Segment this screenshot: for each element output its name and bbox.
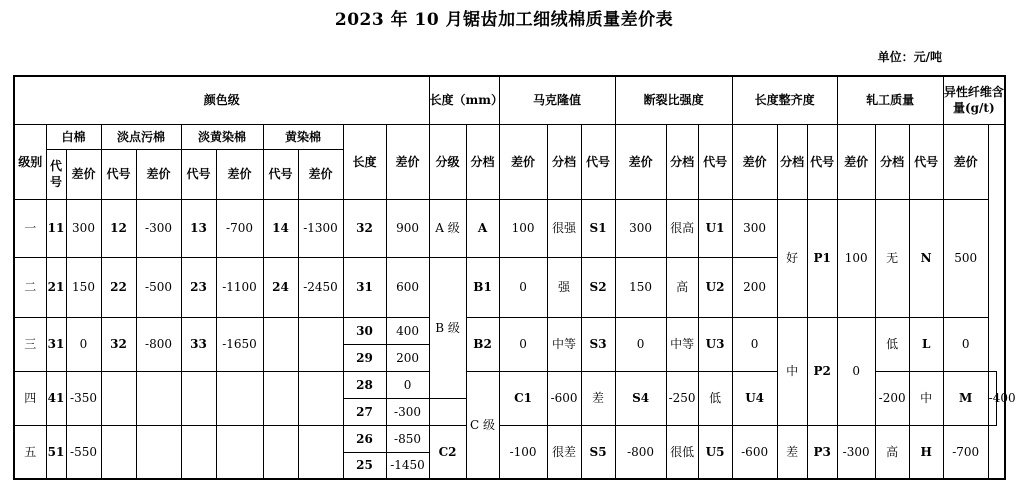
foreign-diff-cell: 0 [943, 317, 988, 371]
yellow-code-cell [263, 425, 298, 479]
white-code-header: 代号 [46, 149, 66, 199]
length-col-header: 长度 [343, 124, 386, 199]
ginning-code-cell: P2 [807, 317, 837, 425]
yellow-code-cell [263, 317, 298, 371]
length-diff-cell: 200 [386, 344, 429, 371]
white-code-cell: 41 [46, 371, 66, 425]
length-cell: 27 [343, 398, 386, 425]
light-spotted-code-cell [101, 371, 136, 425]
foreign-code-header: 代号 [909, 124, 943, 199]
white-diff-header: 差价 [66, 149, 101, 199]
table-row [14, 425, 1005, 452]
light-yellow-header: 淡黄染棉 [181, 124, 263, 149]
ginning-diff-cell: -300 [837, 425, 875, 479]
micronaire-diff-cell: -600 [547, 371, 581, 425]
foreign-code-cell: M [943, 371, 988, 425]
ginning-code-cell: P1 [807, 199, 837, 317]
micronaire-diff-cell: 0 [499, 317, 547, 371]
light-yellow-code-cell [181, 425, 216, 479]
uniformity-tier-cell: 很低 [666, 425, 698, 479]
uniformity-tier-cell: 很高 [666, 199, 698, 257]
strength-code-cell: S3 [581, 317, 615, 371]
length-cell: 29 [343, 344, 386, 371]
yellow-diff-cell: -1300 [298, 199, 343, 257]
grade-cell: 三 [14, 317, 46, 371]
uniformity-code-cell: U5 [698, 425, 732, 479]
uniformity-code-cell: U3 [698, 317, 732, 371]
uniformity-tier-cell: 高 [666, 257, 698, 317]
grade-cell: 二 [14, 257, 46, 317]
length-diff-cell: 900 [386, 199, 429, 257]
micronaire-diff-cell: 100 [499, 199, 547, 257]
ginning-diff-cell: 0 [837, 317, 875, 425]
light-spotted-code-cell [101, 425, 136, 479]
uniformity-code-cell: U2 [698, 257, 732, 317]
foreign-tier-cell: 低 [875, 317, 909, 371]
grade-cell: 五 [14, 425, 46, 479]
uniformity-tier-cell: 低 [698, 371, 732, 425]
yellow-header: 黄染棉 [263, 124, 343, 149]
length-diff-cell: 0 [386, 371, 429, 398]
ginning-tier-cell: 好 [777, 199, 807, 317]
ginning-tier-cell: 差 [777, 425, 807, 479]
ginning-tier-cell: 中 [777, 317, 807, 425]
light-yellow-diff-cell: -1650 [216, 317, 263, 371]
yellow-diff-cell [298, 425, 343, 479]
uniformity-diff-cell: 200 [732, 257, 777, 317]
foreign-code-cell: H [909, 425, 943, 479]
light-yellow-code-cell: 13 [181, 199, 216, 257]
foreign-diff-header: 差价 [943, 124, 988, 199]
price-difference-table [13, 75, 1016, 480]
strength-header: 断裂比强度 [615, 76, 732, 124]
strength-diff-header: 差价 [615, 124, 666, 199]
light-yellow-diff-cell: -700 [216, 199, 263, 257]
ginning-code-cell: P3 [807, 425, 837, 479]
white-code-cell: 21 [46, 257, 66, 317]
page-title: 2023 年 10 月锯齿加工细绒棉质量差价表 [334, 10, 674, 30]
strength-diff-cell: -800 [615, 425, 666, 479]
uniformity-tier-header: 分档 [666, 124, 698, 199]
length-cell: 31 [343, 257, 386, 317]
light-spotted-code-cell: 22 [101, 257, 136, 317]
strength-diff-cell: 0 [615, 317, 666, 371]
light-yellow-code-header: 代号 [181, 149, 216, 199]
uniformity-code-cell: U1 [698, 199, 732, 257]
yellow-diff-cell [298, 371, 343, 425]
light-spotted-diff-header: 差价 [136, 149, 181, 199]
uniformity-tier-cell: 中等 [666, 317, 698, 371]
micronaire-class-cell: C 级 [466, 371, 499, 479]
yellow-diff-cell: -2450 [298, 257, 343, 317]
foreign-diff-cell: -700 [943, 425, 988, 479]
light-yellow-diff-cell [216, 425, 263, 479]
length-diff-cell: 600 [386, 257, 429, 317]
white-header: 白棉 [46, 124, 101, 149]
uniformity-diff-cell: 300 [732, 199, 777, 257]
strength-diff-cell: 150 [615, 257, 666, 317]
strength-diff-cell: -250 [666, 371, 698, 425]
light-yellow-code-cell: 33 [181, 317, 216, 371]
micronaire-tier-header: 分档 [466, 124, 499, 199]
ginning-diff-header: 差价 [837, 124, 875, 199]
light-spotted-diff-cell: -800 [136, 317, 181, 371]
strength-tier-cell: 中等 [547, 317, 581, 371]
strength-tier-cell: 很差 [547, 425, 581, 479]
foreign-tier-header: 分档 [875, 124, 909, 199]
light-spotted-diff-cell: -300 [136, 199, 181, 257]
foreign-diff-cell: -400 [988, 371, 996, 425]
foreign-tier-cell: 无 [875, 199, 909, 317]
length-diff-cell: -850 [386, 425, 429, 452]
grade-cell: 一 [14, 199, 46, 257]
length-cell: 30 [343, 317, 386, 344]
light-spotted-diff-cell [136, 425, 181, 479]
light-spotted-diff-cell [136, 371, 181, 425]
strength-code-cell: S1 [581, 199, 615, 257]
strength-tier-cell: 强 [547, 257, 581, 317]
micronaire-tier-cell: B1 [466, 257, 499, 317]
color-grade-header: 颜色级 [14, 76, 429, 124]
micronaire-diff-cell: -100 [499, 425, 547, 479]
yellow-code-cell: 14 [263, 199, 298, 257]
grade-cell: 四 [14, 371, 46, 425]
unit-label: 单位：元/吨 [877, 50, 942, 64]
ginning-code-header: 代号 [807, 124, 837, 199]
white-diff-cell: 300 [66, 199, 101, 257]
length-diff-cell: 400 [386, 317, 429, 344]
length-diff-cell: -1450 [386, 452, 429, 479]
strength-tier-cell: 很强 [547, 199, 581, 257]
yellow-code-cell [263, 371, 298, 425]
yellow-diff-header: 差价 [298, 149, 343, 199]
strength-diff-cell: 300 [615, 199, 666, 257]
foreign-diff-cell: 500 [943, 199, 988, 317]
table-row [14, 317, 1005, 344]
length-cell: 32 [343, 199, 386, 257]
light-spotted-code-cell: 32 [101, 317, 136, 371]
light-yellow-diff-header: 差价 [216, 149, 263, 199]
uniformity-diff-header: 差价 [732, 124, 777, 199]
uniformity-code-cell: U4 [732, 371, 777, 425]
micronaire-header: 马克隆值 [499, 76, 615, 124]
strength-code-header: 代号 [581, 124, 615, 199]
white-diff-cell: -350 [66, 371, 101, 425]
foreign-code-cell: N [909, 199, 943, 317]
length-cell: 26 [343, 425, 386, 452]
foreign-fiber-header: 异性纤维含量(g/t) [943, 76, 1005, 124]
micronaire-diff-cell: 0 [499, 257, 547, 317]
ginning-tier-header: 分档 [777, 124, 807, 199]
micronaire-tier-cell: C1 [499, 371, 547, 425]
length-diff-header: 差价 [386, 124, 429, 199]
light-spotted-diff-cell: -500 [136, 257, 181, 317]
uniformity-diff-cell: 0 [732, 317, 777, 371]
header-row-1 [14, 76, 1005, 124]
grade-header: 级别 [14, 124, 46, 199]
ginning-diff-cell: 100 [837, 199, 875, 317]
white-diff-cell: 150 [66, 257, 101, 317]
strength-tier-cell: 差 [581, 371, 615, 425]
table-row [14, 199, 1005, 251]
micronaire-class-cell: B 级 [429, 257, 466, 398]
length-diff-cell: -300 [386, 398, 429, 425]
uniformity-header: 长度整齐度 [732, 76, 837, 124]
light-yellow-code-cell [181, 371, 216, 425]
uniformity-diff-cell: -600 [732, 425, 777, 479]
micronaire-diff-header: 差价 [499, 124, 547, 199]
light-yellow-diff-cell: -1100 [216, 257, 263, 317]
uniformity-code-header: 代号 [698, 124, 732, 199]
light-spotted-header: 淡点污棉 [101, 124, 181, 149]
foreign-code-cell: L [909, 317, 943, 371]
foreign-tier-cell: 中 [909, 371, 943, 425]
length-header: 长度（mm） [429, 76, 499, 124]
white-code-cell: 51 [46, 425, 66, 479]
white-diff-cell: 0 [66, 317, 101, 371]
ginning-header: 轧工质量 [837, 76, 943, 124]
micronaire-tier-cell: C2 [429, 425, 466, 479]
light-spotted-code-cell: 12 [101, 199, 136, 257]
light-yellow-diff-cell [216, 371, 263, 425]
yellow-code-header: 代号 [263, 149, 298, 199]
yellow-code-cell: 24 [263, 257, 298, 317]
micronaire-class-header: 分级 [429, 124, 466, 199]
strength-code-cell: S2 [581, 257, 615, 317]
micronaire-class-cell: A 级 [429, 199, 466, 257]
micronaire-tier-cell: B2 [466, 317, 499, 371]
length-cell: 28 [343, 371, 386, 398]
white-code-cell: 11 [46, 199, 66, 257]
yellow-diff-cell [298, 317, 343, 371]
length-cell: 25 [343, 452, 386, 479]
header-row-2 [14, 124, 1005, 149]
white-diff-cell: -550 [66, 425, 101, 479]
strength-tier-header: 分档 [547, 124, 581, 199]
foreign-tier-cell: 高 [875, 425, 909, 479]
strength-code-cell: S5 [581, 425, 615, 479]
strength-code-cell: S4 [615, 371, 666, 425]
white-code-cell: 31 [46, 317, 66, 371]
uniformity-diff-cell: -200 [875, 371, 909, 425]
light-spotted-code-header: 代号 [101, 149, 136, 199]
light-yellow-code-cell: 23 [181, 257, 216, 317]
micronaire-tier-cell: A [466, 199, 499, 257]
